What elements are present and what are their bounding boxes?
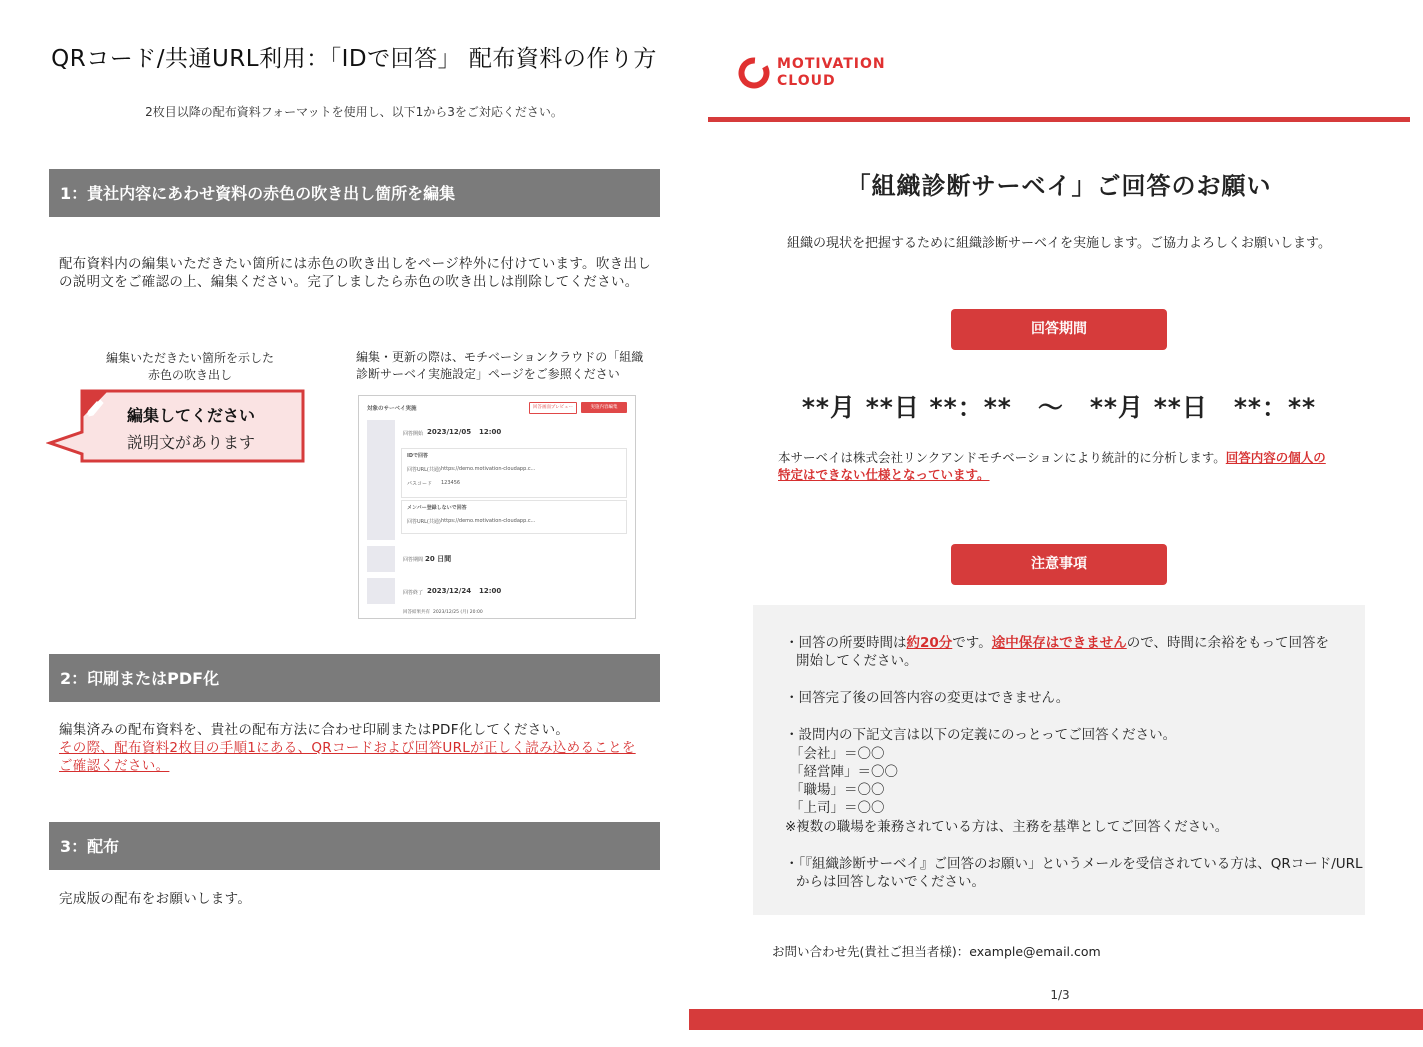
- mock-period-label: 回答期間: [403, 557, 424, 563]
- notice-line-1: [785, 634, 1329, 652]
- survey-subtitle: 組織の現状を把握するために組織診断サーベイを実施します。ご協力よろしくお願いします。: [787, 236, 1331, 251]
- mock-sidebar-3: [367, 578, 395, 604]
- mock-url-value: https://demo.motivation-cloudapp.c...: [441, 466, 536, 472]
- mock-start-label: 回答開始: [403, 431, 424, 437]
- notice-def-management: 「経営陣」＝〇〇: [790, 764, 898, 780]
- survey-title: 「組織診断サーベイ」ご回答のお願い: [846, 172, 1272, 200]
- settings-page-screenshot: [358, 395, 636, 619]
- notice-line-4-cont: からは回答しないでください。: [796, 874, 985, 890]
- notice-1d: 途中保存はできません: [991, 635, 1127, 651]
- section-3-text: 完成版の配布をお願いします。: [59, 891, 252, 907]
- mock-url-label: 回答URL(共通): [407, 467, 441, 473]
- section-1-text: 配布資料内の編集いただきたい箇所には赤色の吹き出しをページ枠外に付けています。吹き出しの説明文をご確認の上、編集ください。完了しましたら赤色の吹き出しは削除してください。: [59, 256, 652, 290]
- notice-def-boss: 「上司」＝〇〇: [790, 800, 885, 816]
- notice-def-workplace: 「職場」＝〇〇: [790, 782, 885, 798]
- mock-pass-value: 123456: [441, 480, 461, 486]
- mock-header: 対象のサーベイ実施: [367, 406, 417, 412]
- mock-sidebar: [367, 420, 395, 540]
- mock-id-box: [401, 448, 627, 498]
- notice-line-2: ・回答完了後の回答内容の変更はできません。: [785, 690, 1070, 706]
- logo-line-2: CLOUD: [777, 73, 836, 89]
- logo-text: [777, 56, 886, 90]
- mock-url-value-2: https://demo.motivation-cloudapp.c...: [441, 518, 536, 524]
- notice-1c: です。: [952, 635, 992, 651]
- callout-caption: [80, 350, 300, 384]
- period-heading-button: 回答期間: [951, 309, 1167, 350]
- notice-def-company: 「会社」＝〇〇: [790, 746, 885, 762]
- motivation-cloud-logo-icon: [737, 56, 771, 90]
- notice-line-1-cont: 開始してください。: [796, 653, 918, 669]
- mock-url-label-2: 回答URL(共通): [407, 519, 441, 525]
- reference-caption: 編集・更新の際は、モチベーションクラウドの「組織診断サーベイ実施設定」ページをご参照ください: [356, 350, 644, 381]
- analysis-body: 本サーベイは株式会社リンクアンドモチベーションにより統計的に分析します。: [778, 450, 1226, 465]
- red-callout-bubble: [46, 388, 308, 466]
- footer-bar: [689, 1009, 1423, 1030]
- callout-title: 編集してください: [126, 406, 255, 425]
- logo-line-1: MOTIVATION: [777, 56, 886, 72]
- mock-start-date: 2023/12/05: [427, 428, 472, 436]
- mock-edit-button: 実施内容編集: [581, 402, 627, 413]
- section-3-heading: 3：配布: [49, 822, 660, 870]
- section-2-red-note: その際、配布資料2枚目の手順1にある、QRコードおよび回答URLが正しく読み込めることをご確認ください。: [59, 740, 636, 774]
- contact-info: お問い合わせ先(貴社ご担当者様)：example@email.com: [772, 944, 1101, 959]
- mock-id-label: IDで回答: [407, 453, 429, 459]
- callout-caption-line-1: 編集いただきたい箇所を示した: [105, 351, 274, 365]
- page-title: QRコード/共通URL利用：「IDで回答」 配布資料の作り方: [51, 46, 657, 72]
- section-1-heading: 1：貴社内容にあわせ資料の赤色の吹き出し箇所を編集: [49, 169, 660, 217]
- mock-end-time: 12:00: [479, 587, 502, 595]
- mock-sidebar-2: [367, 546, 395, 572]
- mock-preview-button: 回答画面プレビュー: [529, 402, 577, 414]
- header-rule: [708, 117, 1410, 122]
- page-number: 1/3: [1050, 988, 1070, 1002]
- mock-end-date: 2023/12/24: [427, 587, 472, 595]
- analysis-text: [778, 449, 1338, 483]
- mock-share-label: 回答結果共有: [403, 610, 430, 615]
- callout-text: 説明文があります: [126, 433, 255, 452]
- mock-period-value: 20 日間: [425, 555, 452, 563]
- mock-share-date: 2023/12/25 (月) 20:00: [433, 610, 483, 615]
- section-2-heading: 2：印刷またはPDF化: [49, 654, 660, 702]
- mock-pass-label: パスコード: [407, 481, 433, 487]
- mock-start-time: 12:00: [479, 428, 502, 436]
- notice-1e: ので、時間に余裕をもって回答を: [1126, 635, 1329, 651]
- notice-line-3: ・設問内の下記文言は以下の定義にのっとってご回答ください。: [785, 727, 1177, 743]
- mock-end-label: 回答終了: [403, 590, 424, 596]
- callout-caption-line-2: 赤色の吹き出し: [147, 368, 232, 382]
- analysis-red-note: 回答内容の個人の特定はできない仕様となっています。: [778, 450, 1326, 482]
- page-subtitle: 2枚目以降の配布資料フォーマットを使用し、以下1から3をご対応ください。: [145, 105, 563, 119]
- notice-line-3-note: ※複数の職場を兼務されている方は、主務を基準としてご回答ください。: [785, 819, 1229, 835]
- period-text: **月 **日 **：** ～ **月 **日 **：**: [801, 393, 1317, 422]
- section-2-body: 編集済みの配布資料を、貴社の配布方法に合わせ印刷またはPDF化してください。: [59, 722, 570, 738]
- notice-line-4: ・「『組織診断サーベイ』ご回答のお願い」というメールを受信されている方は、QRコード/URL: [785, 856, 1363, 872]
- notice-1a: ・回答の所要時間は: [785, 635, 907, 651]
- mock-nomember-label: メンバー登録しないで回答: [407, 505, 467, 511]
- section-2-text: [59, 721, 649, 775]
- notice-1b: 約20分: [906, 635, 953, 651]
- notice-heading-button: 注意事項: [951, 544, 1167, 585]
